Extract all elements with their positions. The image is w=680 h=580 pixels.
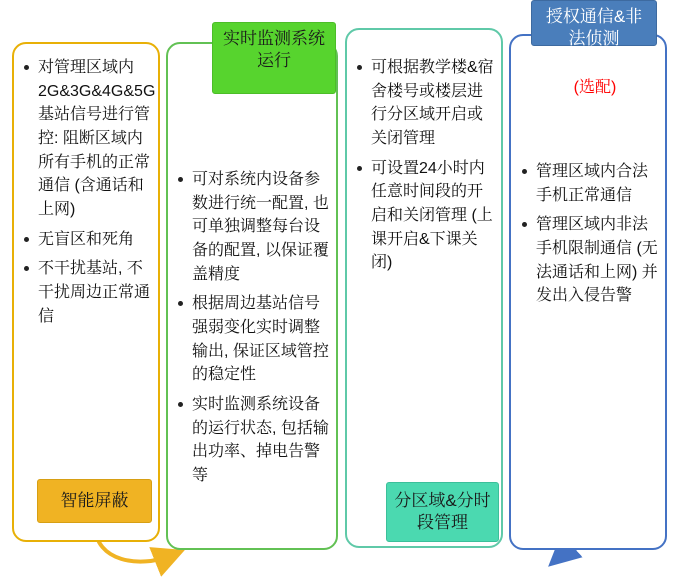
list-item: 实时监测系统设备的运行状态, 包括输出功率、掉电告警等	[176, 393, 331, 488]
list-item: 管理区域内合法手机正常通信	[520, 160, 658, 207]
label-monitoring-header: 实时监测系统运行	[212, 22, 336, 94]
label-optional-note: (选配)	[573, 79, 617, 96]
list-shielding	[22, 56, 156, 334]
list-item: 管理区域内非法手机限制通信 (无法通话和上网) 并发出入侵告警	[520, 213, 658, 308]
list-monitoring	[176, 168, 331, 494]
list-item: 根据周边基站信号强弱变化实时调整输出, 保证区域管控的稳定性	[176, 292, 331, 387]
label-zoning-footer: 分区域&分时段管理	[386, 482, 499, 542]
list-item: 无盲区和死角	[22, 228, 152, 252]
label-authorized-header: 授权通信&非法侦测	[531, 0, 657, 46]
list-item: 可设置24小时内任意时间段的开启和关闭管理 (上课开启&下课关闭)	[355, 157, 495, 275]
list-zoning	[355, 56, 495, 281]
label-shielding-footer: 智能屏蔽	[37, 479, 152, 523]
list-authorized	[520, 160, 658, 314]
list-item: 可根据教学楼&宿舍楼号或楼层进行分区域开启或关闭管理	[355, 56, 495, 151]
list-item: 对管理区域内2G&3G&4G&5G基站信号进行管控: 阻断区域内所有手机的正常通信 (含通话和上网)	[22, 56, 152, 222]
list-item: 可对系统内设备参数进行统一配置, 也可单独调整每台设备的配置, 以保证覆盖精度	[176, 168, 331, 286]
list-item: 不干扰基站, 不干扰周边正常通信	[22, 257, 152, 328]
